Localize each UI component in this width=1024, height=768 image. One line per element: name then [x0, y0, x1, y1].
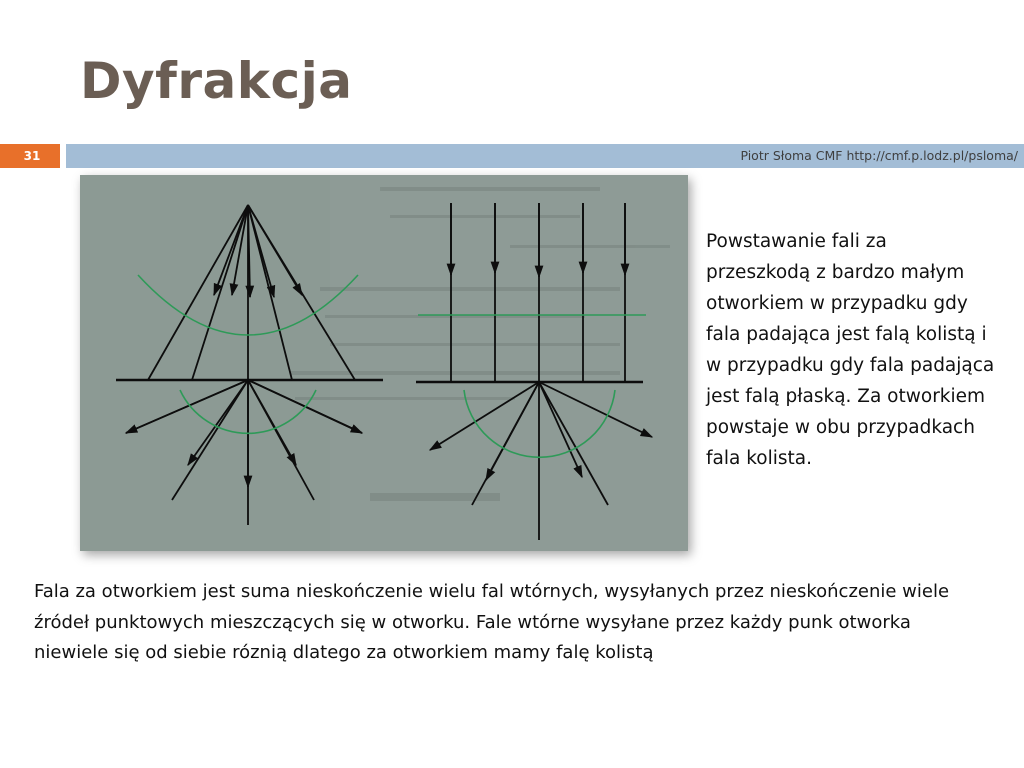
diffraction-figure	[80, 175, 688, 551]
side-description: Powstawanie fali za przeszkodą z bardzo małym otworkiem w przypadku gdy fala padająca jest falą kolistą i w przypadku gdy fala padająca jest falą płaską. Za otworkiem powstaje w obu przypadkach fala kolista.	[706, 231, 995, 469]
body-paragraph: Fala za otworkiem jest suma nieskończenie wielu fal wtórnych, wysyłanych przez nieskończenie wiele źródeł punktowych mieszczących się w otworku. Fale wtórne wysyłane przez każdy punk otworka niewiele się od siebie róznią dlatego za otworkiem mamy falę kolistą	[34, 581, 950, 663]
slide-number-badge	[0, 144, 60, 168]
author-credit: Piotr Słoma CMF http://cmf.p.lodz.pl/psloma/	[740, 148, 1018, 163]
slide-title: Dyfrakcja	[80, 52, 353, 110]
slide-number: 31	[23, 149, 41, 163]
diffraction-diagram-icon	[80, 175, 688, 551]
